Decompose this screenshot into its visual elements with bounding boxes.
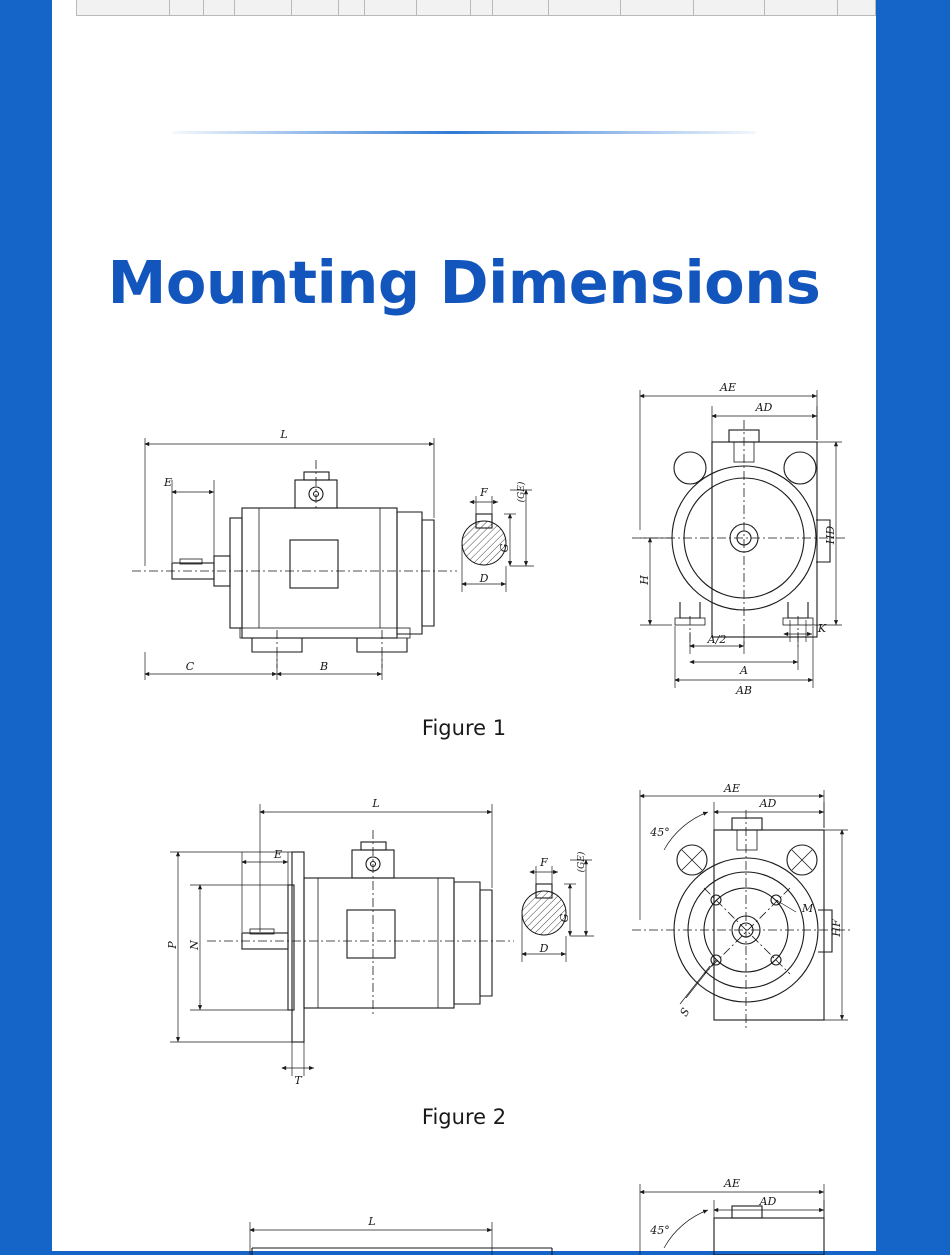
- dim-label-HF: HF: [830, 919, 843, 937]
- table-cell: [77, 0, 170, 16]
- table-cell: [492, 0, 548, 16]
- table-cell: [837, 0, 875, 16]
- dim-label-E: E: [273, 848, 283, 861]
- figure-3-drawing: [112, 1160, 852, 1255]
- table-cell: [235, 0, 291, 16]
- dim-label-AD: AD: [755, 401, 773, 414]
- partial-table-strip: [76, 0, 876, 16]
- table-cell: [416, 0, 471, 16]
- dim-label-T: T: [294, 1074, 302, 1087]
- dim-label-S: S: [677, 1005, 693, 1019]
- page-title: Mounting Dimensions: [107, 248, 821, 317]
- dim-label-GE: (GE): [517, 481, 527, 503]
- dim-label-AD: AD: [759, 1195, 777, 1208]
- dim-label-AD: AD: [759, 797, 777, 810]
- dim-label-AB: AB: [735, 684, 753, 697]
- dim-label-E: E: [163, 476, 173, 489]
- dim-label-HD: HD: [824, 525, 837, 545]
- table-cell: [764, 0, 837, 16]
- dim-label-A-half: A/2: [707, 633, 727, 646]
- dim-label-P: P: [166, 941, 179, 949]
- table-cell: [471, 0, 492, 16]
- dim-label-AE: AE: [724, 1177, 740, 1190]
- table-cell: [693, 0, 764, 16]
- table-cell: [170, 0, 203, 16]
- dim-label-GE: (GE): [577, 851, 587, 873]
- figure-1-caption: Figure 1: [421, 716, 507, 740]
- dim-label-F: F: [480, 486, 488, 499]
- table-cell: [291, 0, 338, 16]
- table-cell: [203, 0, 235, 16]
- dim-label-D: D: [479, 572, 489, 585]
- section-divider: [172, 131, 756, 134]
- figure-1-drawing: [112, 380, 852, 710]
- figure-2-end-view: [632, 782, 852, 1030]
- dim-label-L: L: [368, 1215, 376, 1228]
- figure-1-side-view: [132, 428, 457, 680]
- document-page: [52, 0, 876, 1251]
- figure-2-side-view: [166, 797, 514, 1087]
- dim-label-B: B: [319, 660, 329, 673]
- dim-label-G: G: [498, 543, 511, 553]
- figure-2-drawing: [112, 782, 852, 1090]
- figure-3-side-view: [250, 1215, 552, 1255]
- dim-label-F: F: [540, 856, 548, 869]
- figure-2-caption: Figure 2: [421, 1105, 507, 1129]
- figure-3-end-view: [640, 1177, 824, 1255]
- angle-label-45: 45°: [650, 826, 670, 839]
- dim-label-M: M: [802, 902, 814, 915]
- dim-label-A: A: [740, 664, 748, 677]
- table-cell: [549, 0, 621, 16]
- table-cell: [621, 0, 693, 16]
- table-row: [77, 0, 876, 16]
- dim-label-N: N: [188, 940, 201, 950]
- dim-label-D: D: [539, 942, 549, 955]
- table-cell: [364, 0, 416, 16]
- figure-1-key-detail: [462, 481, 534, 592]
- angle-label-45: 45°: [650, 1224, 670, 1237]
- dim-label-L: L: [280, 428, 288, 441]
- dim-label-AE: AE: [724, 782, 740, 795]
- table-cell: [338, 0, 364, 16]
- dim-label-L: L: [372, 797, 380, 810]
- dim-label-H: H: [638, 575, 651, 585]
- figure-2-key-detail: [522, 851, 594, 962]
- figure-1-end-view: [632, 381, 847, 697]
- dim-label-AE: AE: [720, 381, 736, 394]
- dim-label-C: C: [185, 660, 195, 673]
- dim-label-K: K: [817, 622, 827, 635]
- dim-label-G: G: [558, 913, 571, 923]
